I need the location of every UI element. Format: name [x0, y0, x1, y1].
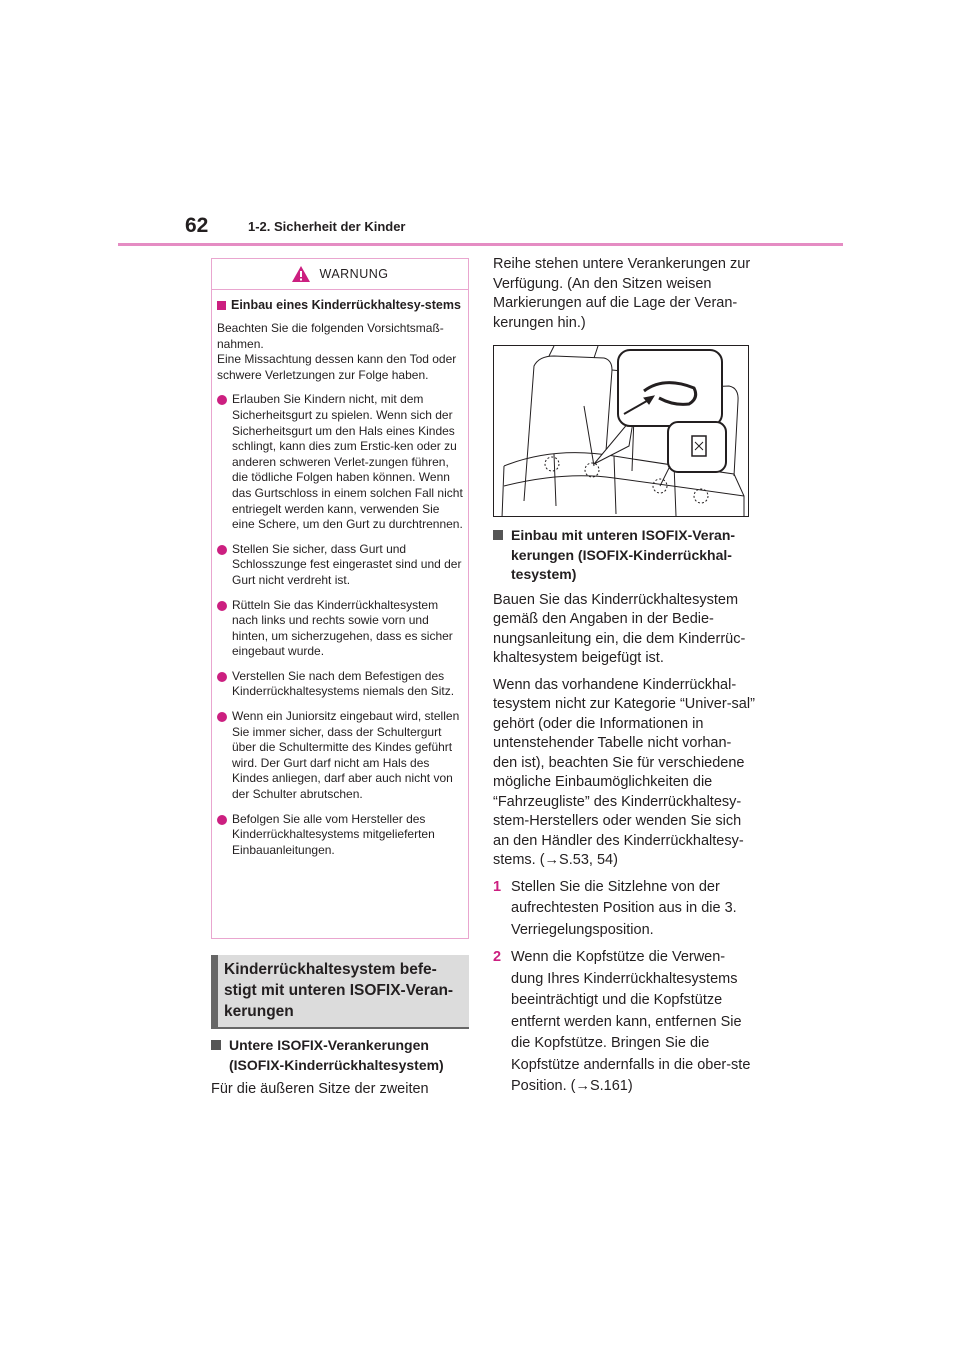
- section-header: 1-2. Sicherheit der Kinder: [248, 219, 406, 234]
- install-paragraph: Wenn das vorhandene Kinderrückhal-tesystem nicht zur Kategorie “Univer-sal” gehört (oder die Informationen in untenstehender Tabelle nicht vorhan-den ist), beachten Sie für verschiedene mögliche Einbaumöglichkeiten die “Fahrzeugliste” des Kinderrückhaltesy-stem-Herstellers oder wenden Sie sich an den Händler des Kinderrückhaltesy-stems. (→S.53, 54): [493, 676, 755, 868]
- square-bullet-icon: [217, 301, 226, 310]
- warning-subheading: Einbau eines Kinderrückhaltesy-stems: [217, 298, 463, 313]
- section-title-rule: [211, 1027, 469, 1029]
- warning-bullet: Rütteln Sie das Kinderrückhaltesystem nach links und rechts sowie vorn und hinten, um sicherzugehen, dass es sicher eingebaut wurde.: [217, 598, 463, 660]
- isofix-heading: Untere ISOFIX-Verankerungen (ISOFIX-Kinderrückhaltesystem): [211, 1036, 473, 1075]
- left-column-text: [211, 1036, 473, 1100]
- anchor-intro-text: Reihe stehen untere Verankerungen zur Verfügung. (An den Sitzen weisen Markierungen auf die Lage der Veran-kerungen hin.): [493, 256, 751, 331]
- step-number: 1: [493, 878, 502, 895]
- square-bullet-icon: [493, 530, 503, 540]
- warning-box: [211, 258, 469, 939]
- section-title: Kinderrückhaltesystem befe- stigt mit unteren ISOFIX-Veran- kerungen: [211, 955, 469, 1027]
- bullet-dot-icon: [217, 601, 227, 611]
- warning-title: WARNUNG: [319, 267, 389, 281]
- warning-intro: Beachten Sie die folgenden Vorsichtsmaß-nahmen. Eine Missachtung dessen kann den Tod oder schwere Verletzungen zur Folge haben.: [217, 321, 457, 382]
- bullet-dot-icon: [217, 815, 227, 825]
- page-number: 62: [185, 214, 209, 237]
- bullet-dot-icon: [217, 395, 227, 405]
- warning-bullet: Wenn ein Juniorsitz eingebaut wird, stellen Sie immer sicher, dass der Schultergurt über die Schultermitte des Kindes geführt wird. Der Gurt darf nicht am Hals des Kindes anliegen, darf aber auch nicht von der Schulter abrutschen.: [217, 709, 463, 803]
- square-bullet-icon: [211, 1040, 221, 1050]
- install-step: [493, 947, 755, 1098]
- isofix-seat-illustration: [493, 345, 749, 517]
- install-heading: Einbau mit unteren ISOFIX-Veran-kerungen (ISOFIX-Kinderrückhal-tesystem): [493, 526, 755, 585]
- install-paragraph: Bauen Sie das Kinderrückhaltesystem gemäß den Angaben in der Bedie-nungsanleitung ein, die dem Kinderrüc-khaltesystem beigefügt ist.: [493, 591, 746, 666]
- warning-triangle-icon: [291, 265, 311, 283]
- warning-header: [212, 259, 468, 290]
- install-step: [493, 877, 755, 942]
- warning-bullet: Erlauben Sie Kindern nicht, mit dem Sicherheitsgurt zu spielen. Wenn sich der Sicherheitsgurt um den Hals eines Kindes schlingt, kann dies zum Erstic-ken oder zu anderen schweren Verlet-zungen führen, die tödliche Folgen haben können. Wenn das Gurtschloss in einem solchen Fall nicht entriegelt werden kann, verwenden Sie eine Schere, um den Gurt zu durchtrennen.: [217, 392, 463, 532]
- warning-bullet: Verstellen Sie nach dem Befestigen des Kinderrückhaltesystems niemals den Sitz.: [217, 669, 463, 700]
- step-text: Stellen Sie die Sitzlehne von der aufrechtesten Position aus in die 3. Verriegelungsposition.: [511, 878, 737, 938]
- header-rule: [118, 243, 843, 246]
- step-number: 2: [493, 949, 502, 965]
- step-text: Wenn die Kopfstütze die Verwen-dung Ihres Kinderrückhaltesystems beeinträchtigt und die Kopfstütze entfernt werden kann, entfernen Sie die Kopfstütze. Bringen Sie die Kopfstütze andernfalls in die ober-ste Position. (→S.161): [511, 949, 751, 1094]
- right-column-text: [493, 526, 755, 1098]
- bullet-dot-icon: [217, 672, 227, 682]
- bullet-dot-icon: [217, 712, 227, 722]
- warning-bullet: Stellen Sie sicher, dass Gurt und Schlosszunge fest eingerastet sind und der Gurt nicht verdreht ist.: [217, 542, 463, 589]
- bullet-dot-icon: [217, 545, 227, 555]
- warning-bullet: Befolgen Sie alle vom Hersteller des Kinderrückhaltesystems mitgelieferten Einbauanleitungen.: [217, 812, 463, 859]
- isofix-text: Für die äußeren Sitze der zweiten: [211, 1081, 429, 1097]
